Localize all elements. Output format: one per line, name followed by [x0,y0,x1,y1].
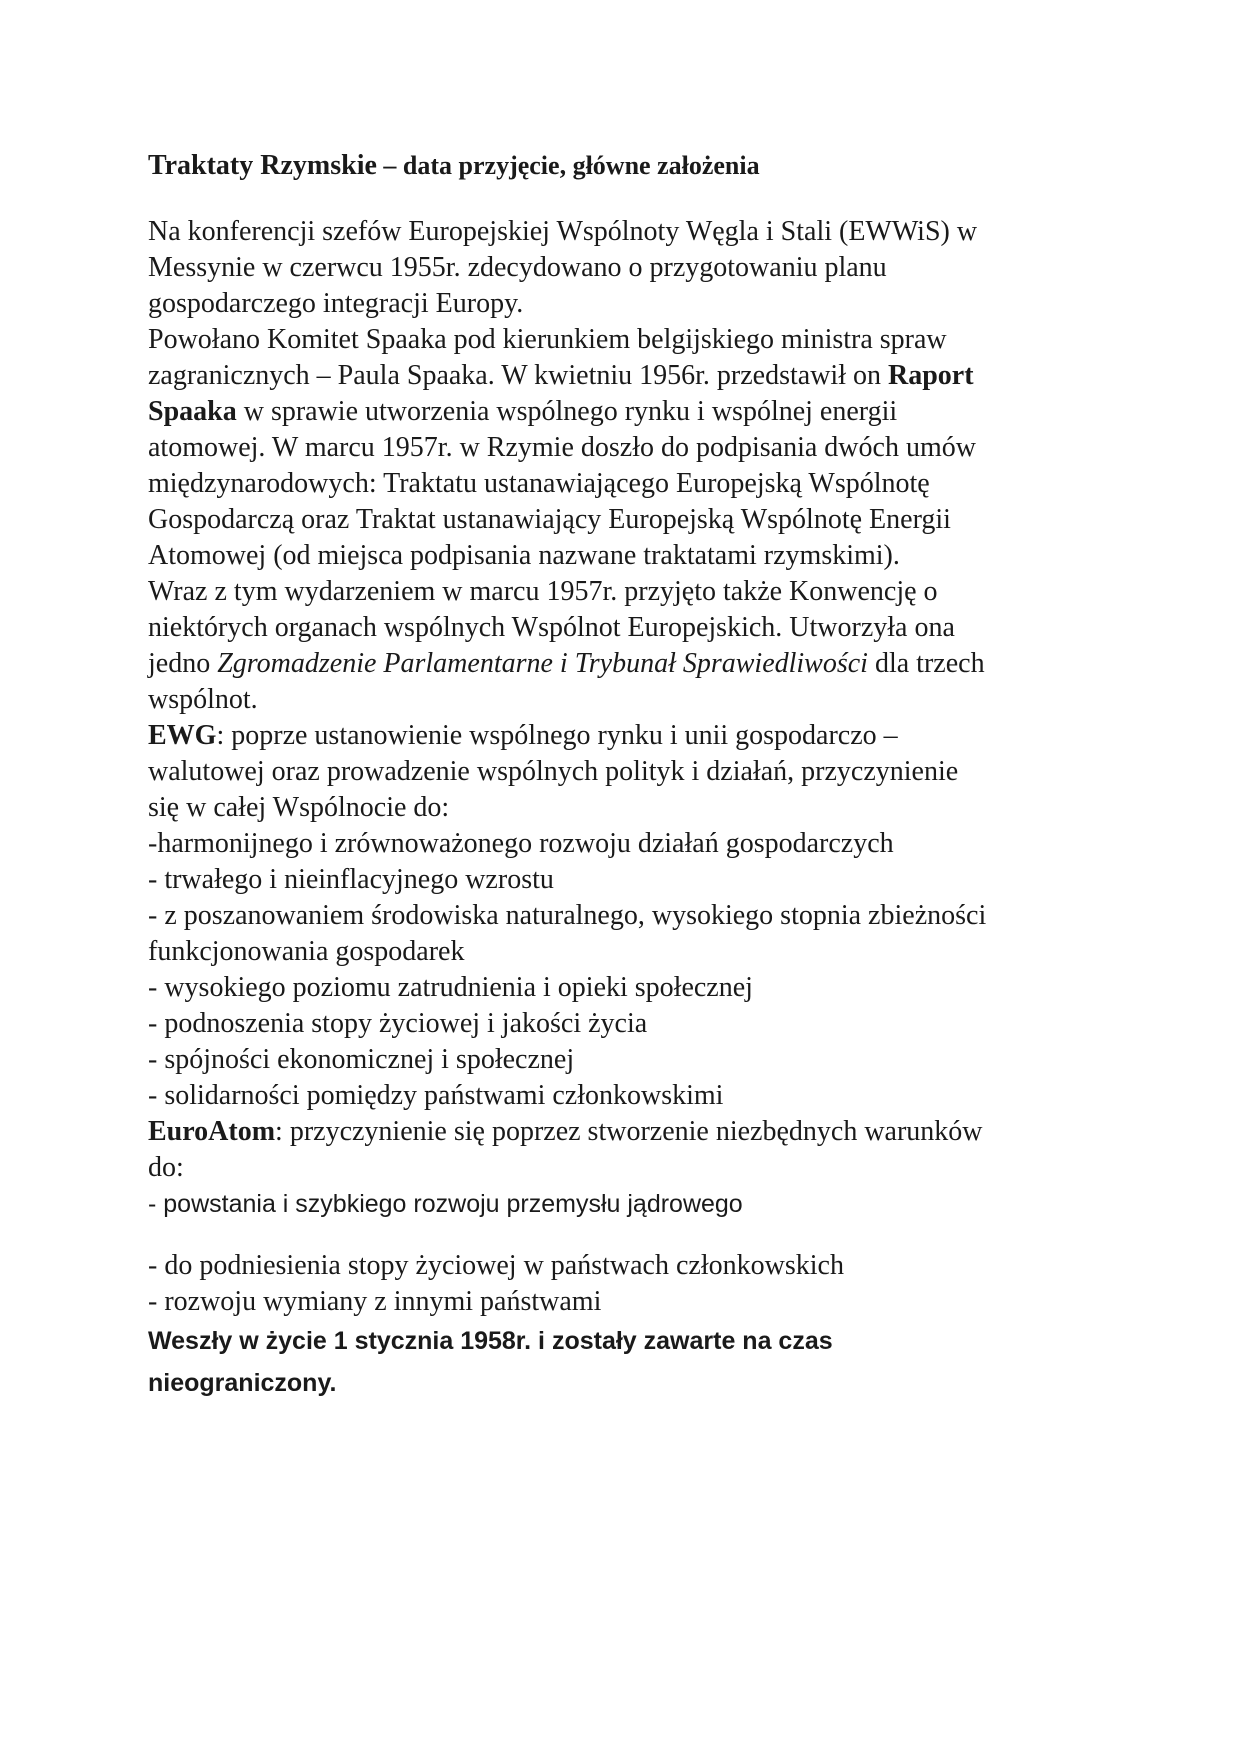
text-line: Gospodarczą oraz Traktat ustanawiający Europejską Wspólnotę Energii [148,504,951,535]
section-euroatom [148,1114,1098,1320]
euroatom-label: EuroAtom [148,1116,276,1147]
ewg-label: EWG [148,720,217,751]
text-fragment: jedno [148,648,218,679]
list-item: - do podniesienia stopy życiowej w państwach członkowskich [148,1250,844,1281]
text-line: atomowej. W marcu 1957r. w Rzymie doszło do podpisania dwóch umów [148,432,976,463]
text-line: wspólnot. [148,684,258,715]
text-line: międzynarodowych: Traktatu ustanawiającego Europejską Wspólnotę [148,468,930,499]
list-item: - spójności ekonomicznej i społecznej [148,1044,575,1075]
text-line: Messynie w czerwcu 1955r. zdecydowano o przygotowaniu planu [148,252,887,283]
closing-statement [148,1320,1098,1404]
document-body [148,148,1098,1404]
list-item: - podnoszenia stopy życiowej i jakości życia [148,1008,648,1039]
institutions-italic: Zgromadzenie Parlamentarne i Trybunał Sprawiedliwości [217,648,868,679]
text-fragment: dla trzech [867,648,985,679]
section-ewg [148,718,1098,1114]
text-line: walutowej oraz prowadzenie wspólnych polityk i działań, przyczynienie [148,756,959,787]
text-line: Powołano Komitet Spaaka pod kierunkiem belgijskiego ministra spraw [148,324,947,355]
text-line [148,358,1098,394]
document-title [148,148,1098,184]
text-line: Weszły w życie 1 stycznia 1958r. i zostały zawarte na czas [148,1327,833,1355]
text-line: do: [148,1152,184,1183]
text-line [148,394,1098,430]
spaaka-bold: Spaaka [148,396,237,427]
text-line: gospodarczego integracji Europy. [148,288,524,319]
title-rest: – data przyjęcie, główne założenia [376,151,760,180]
text-fragment: zagranicznych – Paula Spaaka. W kwietniu 1956r. przedstawił on [148,360,888,391]
list-item: - wysokiego poziomu zatrudnienia i opieki społecznej [148,972,753,1003]
paragraph-convention [148,574,1098,718]
text-line [148,718,1098,754]
text-line: Wraz z tym wydarzeniem w marcu 1957r. przyjęto także Konwencję o [148,576,938,607]
raport-bold: Raport [887,360,974,391]
text-line: nieograniczony. [148,1369,337,1397]
text-line: niektórych organach wspólnych Wspólnot Europejskich. Utworzyła ona [148,612,955,643]
text-line: Atomowej (od miejsca podpisania nazwane traktatami rzymskimi). [148,540,900,571]
list-item: - z poszanowaniem środowiska naturalnego, wysokiego stopnia zbieżności [148,900,987,931]
list-item: - rozwoju wymiany z innymi państwami [148,1286,602,1317]
text-line: Na konferencji szefów Europejskiej Wspólnoty Węgla i Stali (EWWiS) w [148,216,978,247]
list-item: funkcjonowania gospodarek [148,936,465,967]
text-fragment: w sprawie utworzenia wspólnego rynku i wspólnej energii [236,396,898,427]
list-item: - trwałego i nieinflacyjnego wzrostu [148,864,554,895]
title-bold: Traktaty Rzymskie [148,150,377,181]
text-fragment: : przyczynienie się poprzez stworzenie niezbędnych warunków [275,1116,983,1147]
text-line [148,1114,1098,1150]
paragraph-spaak [148,322,1098,574]
list-item: - solidarności pomiędzy państwami członkowskimi [148,1080,724,1111]
text-line [148,646,1098,682]
list-item: - powstania i szybkiego rozwoju przemysłu jądrowego [148,1190,743,1218]
text-fragment: : poprze ustanowienie wspólnego rynku i unii gospodarczo – [216,720,898,751]
list-item: -harmonijnego i zrównoważonego rozwoju działań gospodarczych [148,828,894,859]
paragraph-messina [148,214,1098,322]
text-line: się w całej Wspólnocie do: [148,792,450,823]
